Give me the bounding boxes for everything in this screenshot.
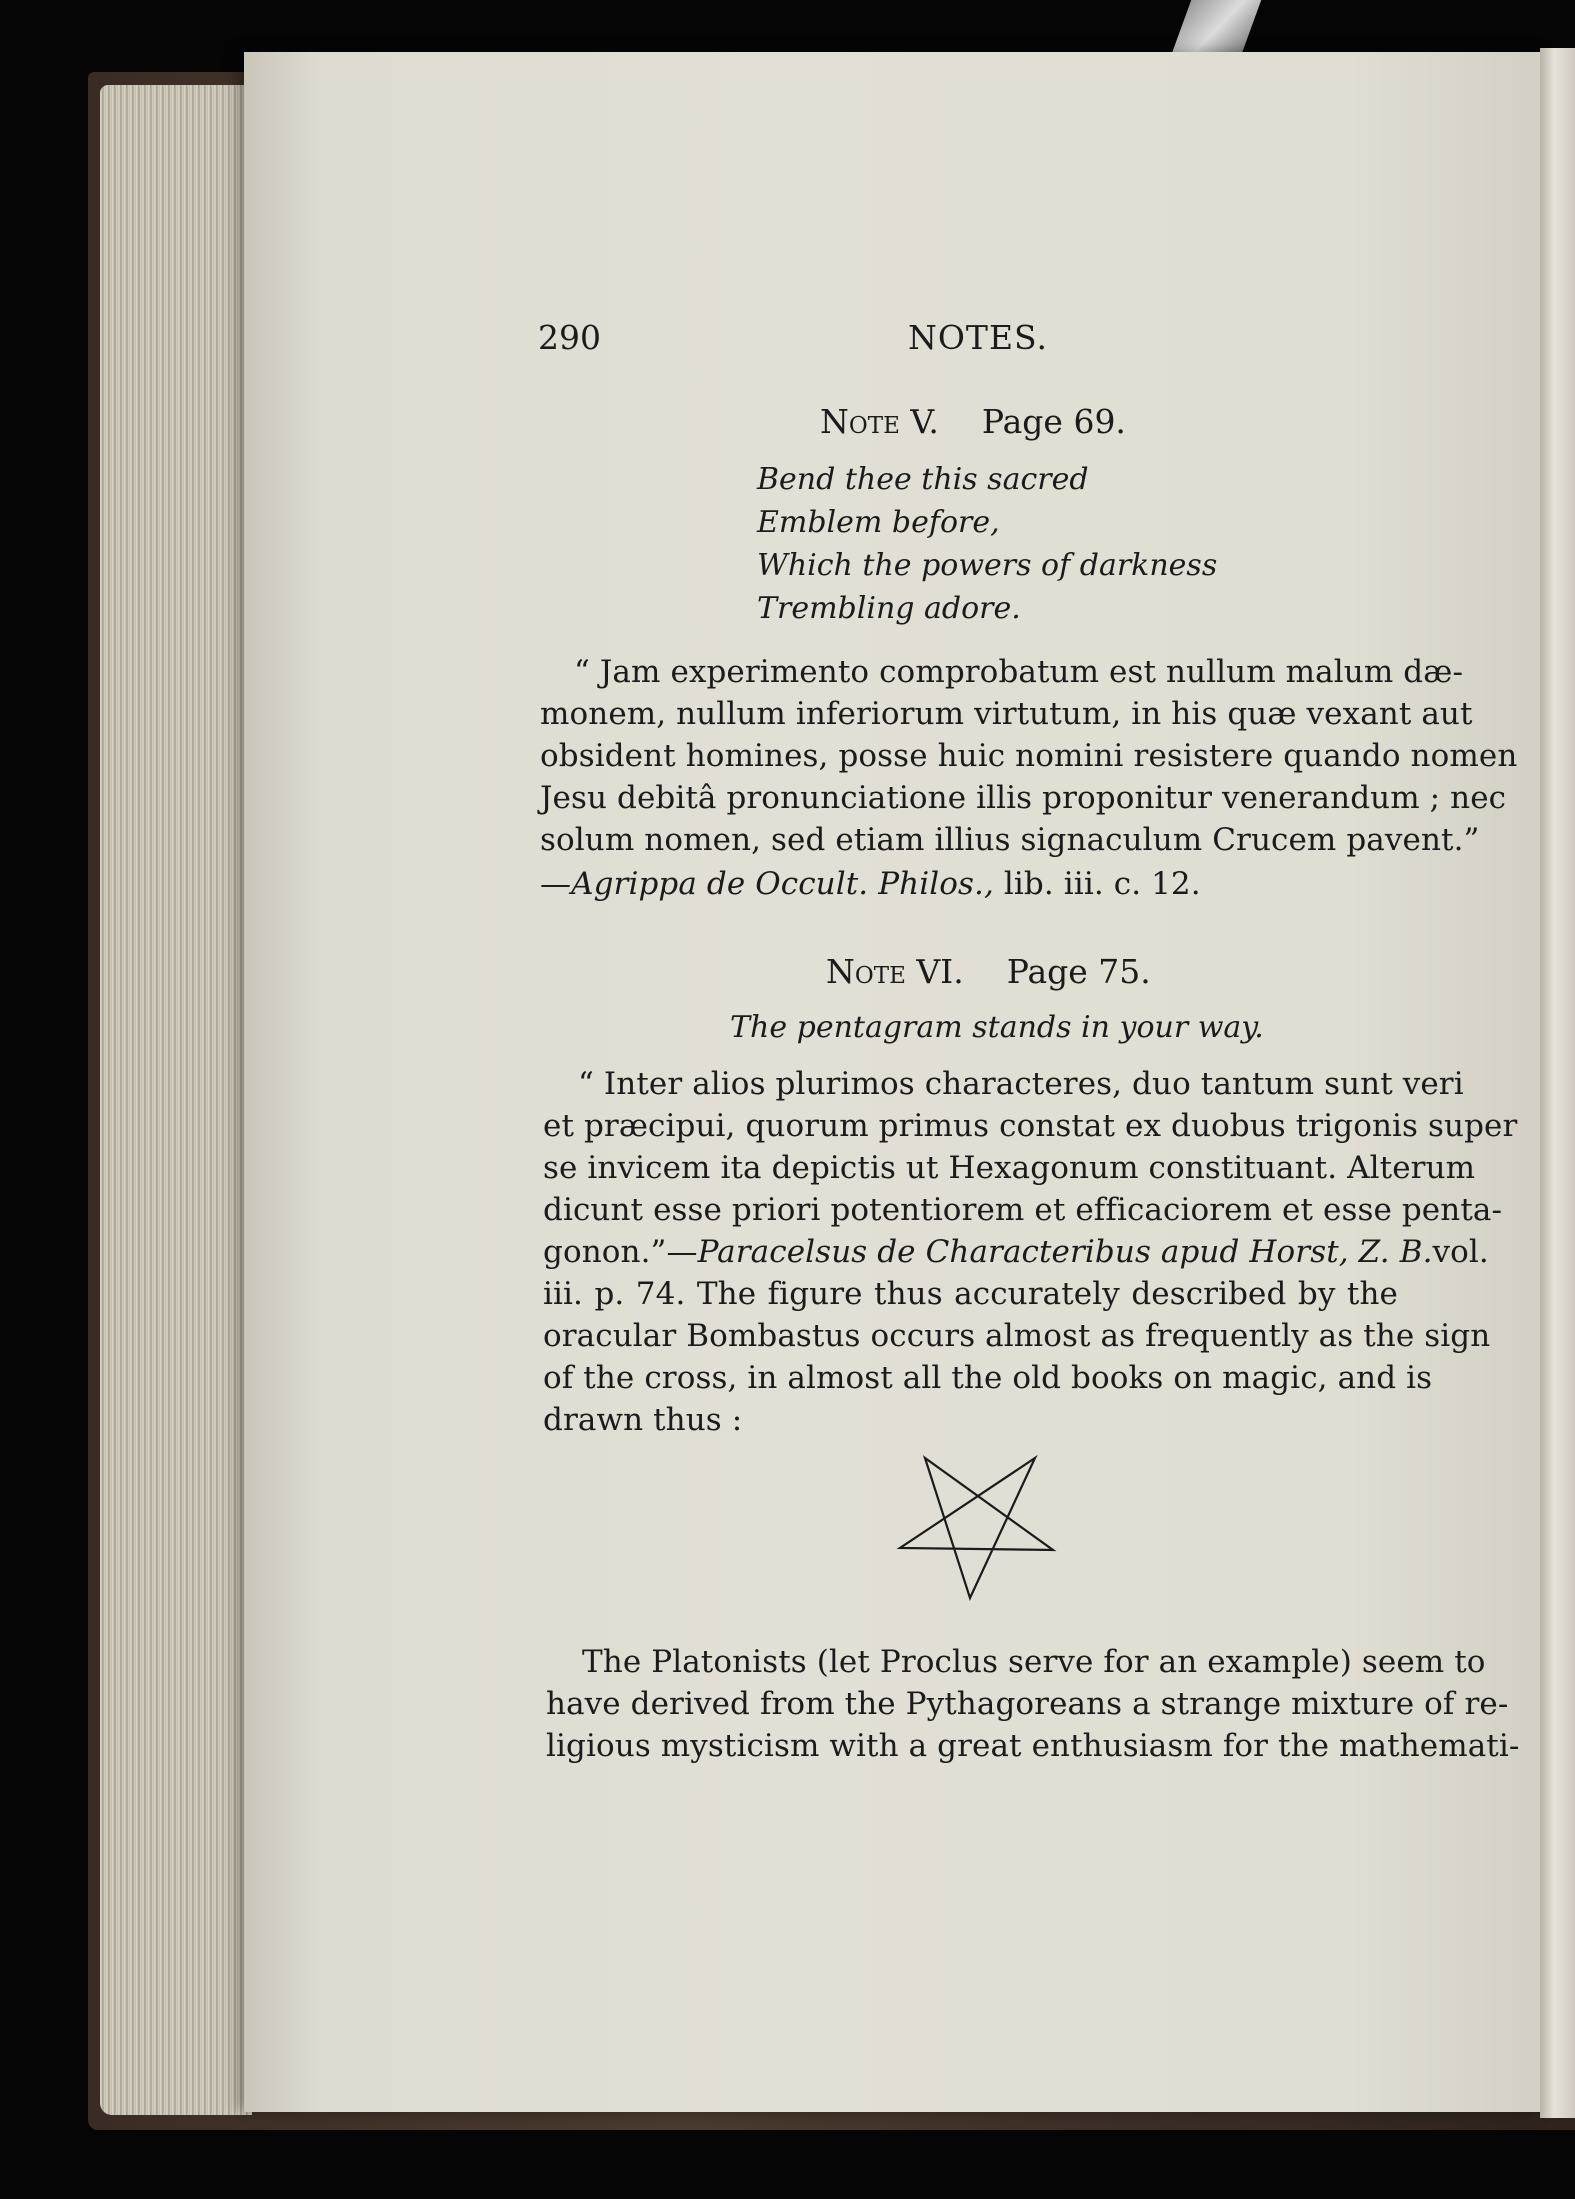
verse-line: Bend thee this sacred xyxy=(757,462,1089,497)
citation-vol: vol. xyxy=(1432,1234,1489,1270)
note-5-label: Note V. xyxy=(820,402,939,441)
citation-source: —Paracelsus de Characteribus apud Horst, Z. B. xyxy=(666,1234,1433,1270)
body-line: drawn thus : xyxy=(543,1402,743,1438)
continuation-line: The Platonists (let Proclus serve for an example) seem to xyxy=(582,1644,1486,1680)
quote-line: dicunt esse priori potentiorem et efficaciorem et esse penta- xyxy=(543,1192,1503,1228)
note-6-heading xyxy=(826,952,1151,991)
page-number: 290 xyxy=(538,318,601,357)
quote-line: Jesu debitâ pronunciatione illis proponitur venerandum ; nec xyxy=(540,780,1507,816)
quote-line: “ Jam experimento comprobatum est nullum malum dæ- xyxy=(574,654,1464,690)
citation-source: —Agrippa de Occult. Philos., xyxy=(540,866,994,902)
quote-line: et præcipui, quorum primus constat ex duobus trigonis super xyxy=(543,1108,1518,1144)
pentagram-icon xyxy=(895,1448,1065,1608)
paracelsus-citation xyxy=(543,1234,1489,1270)
body-line: of the cross, in almost all the old books on magic, and is xyxy=(543,1360,1433,1396)
note-5-heading xyxy=(820,402,1126,441)
continuation-line: have derived from the Pythagoreans a strange mixture of re- xyxy=(546,1686,1509,1722)
facing-page-edge xyxy=(1540,48,1575,2118)
note-6-page-ref: Page 75. xyxy=(1006,952,1151,991)
page-edges xyxy=(100,85,252,2115)
verse-line: Emblem before, xyxy=(757,505,1000,540)
quote-line: solum nomen, sed etiam illius signaculum Crucem pavent.” xyxy=(540,822,1480,858)
quote-line: obsident homines, posse huic nomini resistere quando nomen xyxy=(540,738,1518,774)
note-6-label: Note VI. xyxy=(826,952,964,991)
epigraph: The pentagram stands in your way. xyxy=(730,1010,1264,1045)
body-line: oracular Bombastus occurs almost as frequently as the sign xyxy=(543,1318,1491,1354)
agrippa-citation xyxy=(540,866,1201,902)
citation-ref: lib. iii. c. 12. xyxy=(993,866,1201,902)
body-line: iii. p. 74. The figure thus accurately described by the xyxy=(543,1276,1398,1312)
quote-line: “ Inter alios plurimos characteres, duo tantum sunt veri xyxy=(578,1066,1464,1102)
quote-line: se invicem ita depictis ut Hexagonum constituant. Alterum xyxy=(543,1150,1476,1186)
verse-line: Which the powers of darkness xyxy=(757,548,1218,583)
citation-end-quote: gonon.” xyxy=(543,1234,667,1270)
continuation-line: ligious mysticism with a great enthusiasm for the mathemati- xyxy=(546,1728,1520,1764)
quote-line: monem, nullum inferiorum virtutum, in his quæ vexant aut xyxy=(540,696,1473,732)
note-5-page-ref: Page 69. xyxy=(981,402,1126,441)
running-title: NOTES. xyxy=(908,318,1048,357)
verse-line: Trembling adore. xyxy=(757,591,1021,626)
